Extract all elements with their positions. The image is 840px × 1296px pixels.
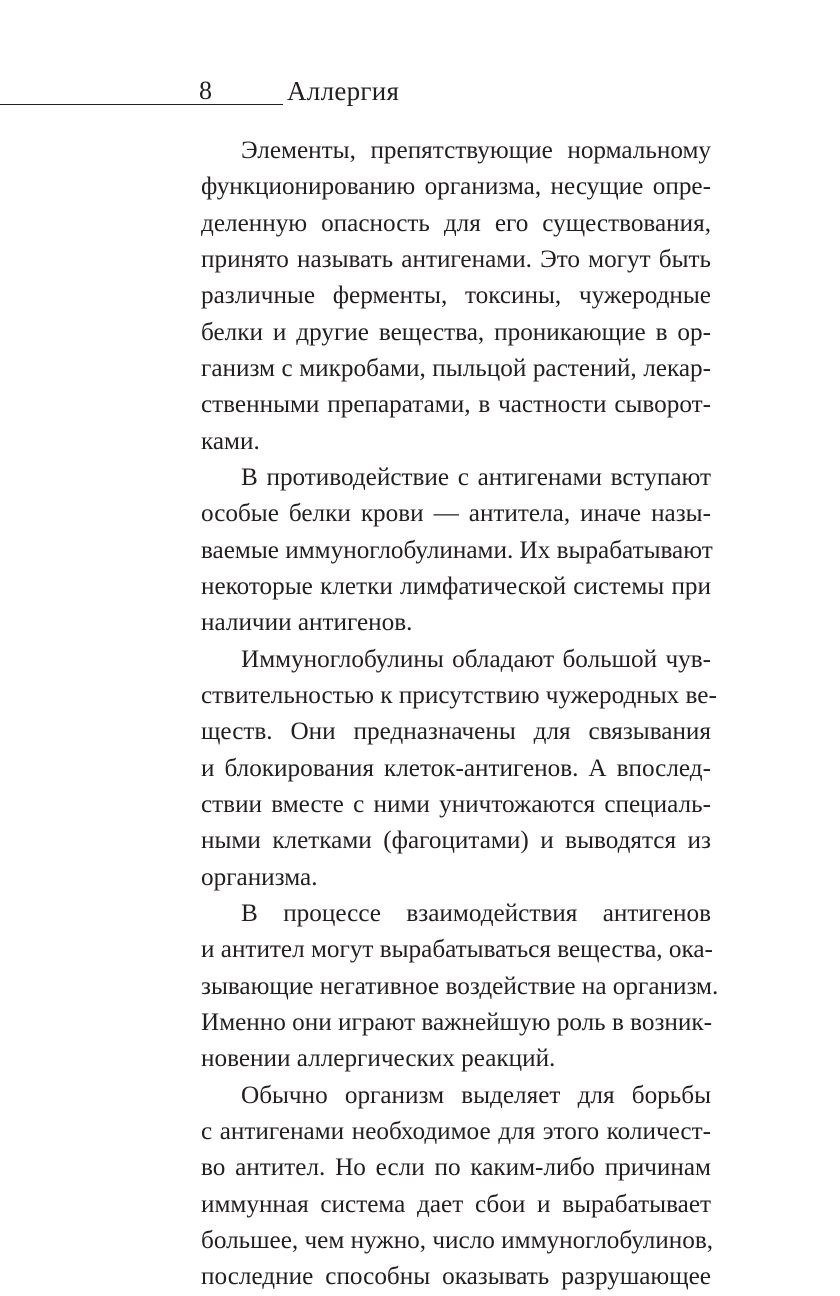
text-line: Иммуноглобулины обладают большой чув- bbox=[241, 645, 711, 673]
page-number: 8 bbox=[199, 76, 212, 105]
text-line: функционированию организма, несущие опре- bbox=[201, 173, 711, 201]
text-line: различные ферменты, токсины, чужеродные bbox=[201, 282, 711, 310]
text-line: иммунная система дает сбои и вырабатывает bbox=[201, 1190, 711, 1218]
text-line: принято называть антигенами. Это могут быть bbox=[201, 245, 711, 273]
text-line: деленную опасность для его существования, bbox=[201, 209, 711, 237]
text-line: ками. bbox=[201, 427, 260, 455]
text-line: с антигенами необходимое для этого количест- bbox=[201, 1117, 711, 1145]
text-line: белки и другие вещества, проникающие в ор- bbox=[201, 318, 711, 346]
text-line: большее, чем нужно, число иммуноглобулинов, bbox=[201, 1226, 714, 1254]
text-line: ствительностью к присутствию чужеродных ве- bbox=[201, 681, 717, 709]
text-line: организма. bbox=[201, 863, 318, 891]
text-line: и антител могут вырабатываться вещества, ока- bbox=[201, 936, 713, 964]
text-line: некоторые клетки лимфатической системы при bbox=[201, 572, 711, 600]
body-text bbox=[201, 133, 719, 1296]
text-line: во антител. Но если по каким-либо причинам bbox=[201, 1154, 711, 1182]
text-line: наличии антигенов. bbox=[201, 609, 413, 637]
text-line: Обычно организм выделяет для борьбы bbox=[241, 1081, 711, 1109]
text-line: зывающие негативное воздействие на организм. bbox=[201, 972, 719, 1000]
text-line: ственными препаратами, в частности сыворот- bbox=[201, 391, 711, 419]
text-line: особые белки крови — антитела, иначе назы- bbox=[201, 500, 711, 528]
text-line: ваемые иммуноглобулинами. Их вырабатывают bbox=[201, 536, 713, 564]
text-line: ными клетками (фагоцитами) и выводятся из bbox=[201, 827, 711, 855]
text-line: и блокирования клеток-антигенов. А впослед- bbox=[201, 754, 711, 782]
header-rule bbox=[0, 104, 283, 105]
text-line: ствии вместе с ними уничтожаются специаль- bbox=[201, 790, 711, 818]
text-line: Элементы, препятствующие нормальному bbox=[241, 137, 711, 164]
text-line: новении аллергических реакций. bbox=[201, 1045, 556, 1073]
running-title: Аллергия bbox=[287, 76, 400, 106]
text-line: В процессе взаимодействия антигенов bbox=[241, 899, 711, 927]
text-line: ганизм с микробами, пыльцой растений, лекар- bbox=[201, 354, 711, 382]
text-line: последние способны оказывать разрушающее bbox=[201, 1263, 711, 1291]
text-line: Именно они играют важнейшую роль в возник- bbox=[201, 1008, 713, 1036]
text-line: ществ. Они предназначены для связывания bbox=[201, 718, 711, 746]
text-line: В противодействие с антигенами вступают bbox=[241, 463, 711, 491]
